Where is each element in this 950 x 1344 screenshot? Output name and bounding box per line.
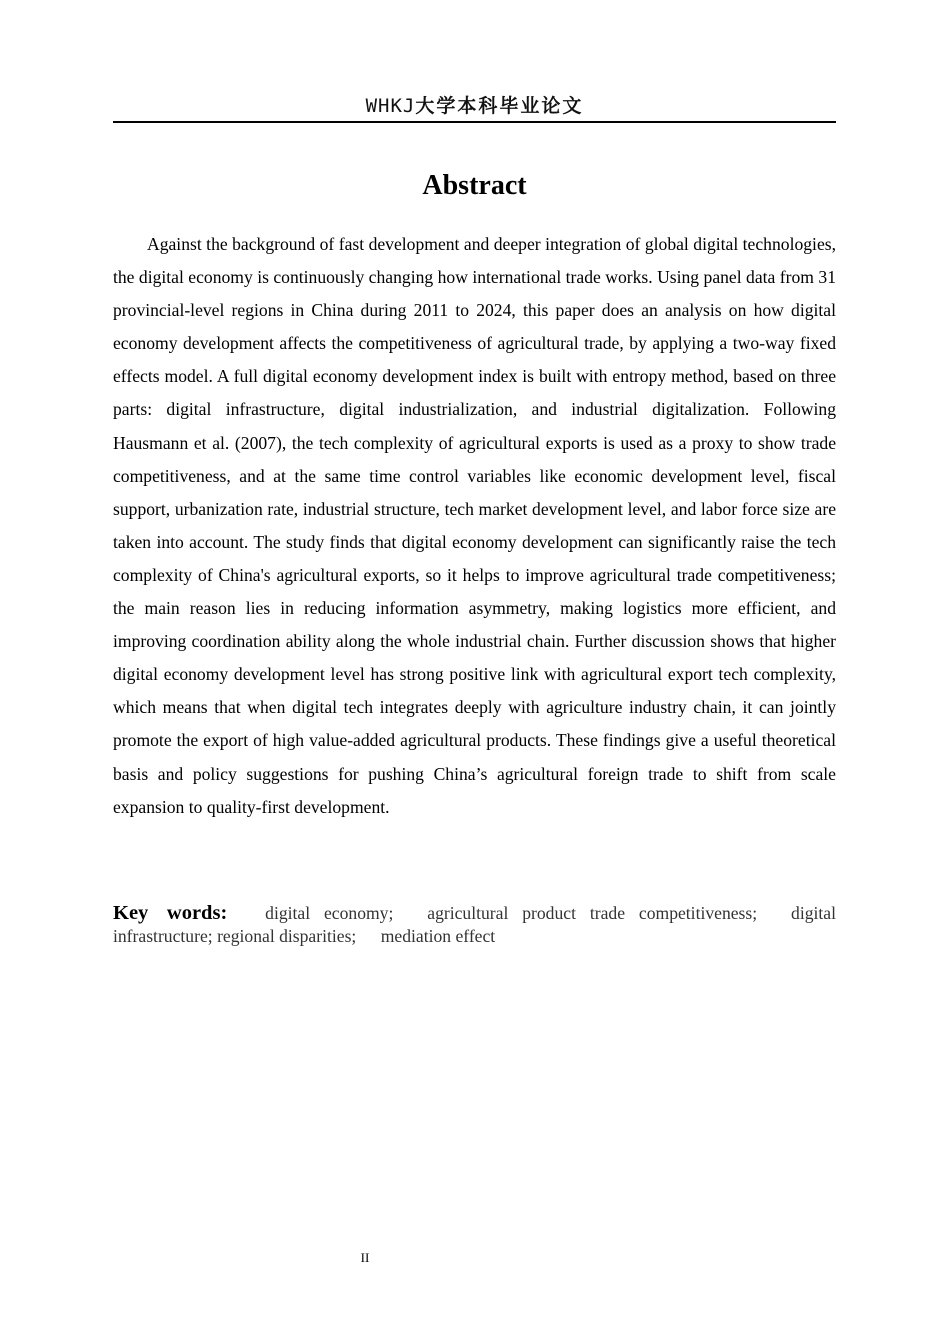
header-title-cn: 大学本科毕业论文	[415, 95, 584, 117]
abstract-title: Abstract	[422, 170, 527, 201]
header-title	[366, 95, 584, 117]
page-number: II	[360, 1250, 370, 1265]
keyword-item: agricultural product trade competitiveness;	[427, 903, 758, 923]
abstract-body: Against the background of fast development and deeper integration of global digital technologies, the digital economy is continuously changing how international trade works. Using panel data from 31 provincial-level regions in China during 2011 to 2024, this paper does an analysis on how digital economy development affects the competitiveness of agricultural trade, by applying a two-way fixed effects model. A full digital economy development index is built with entropy method, based on three parts: digital infrastructure, digital industrialization, and industrial digitalization. Following Hausmann et al. (2007), the tech complexity of agricultural exports is used as a proxy to show trade competitiveness, and at the same time control variables like economic development level, fiscal support, urbanization rate, industrial structure, tech market development level, and labor force size are taken into account. The study finds that digital economy development can significantly raise the tech complexity of China's agricultural exports, so it helps to improve agricultural trade competitiveness; the main reason lies in reducing information asymmetry, making logistics more efficient, and improving coordination ability along the whole industrial chain. Further discussion shows that higher digital economy development level has strong positive link with agricultural export tech complexity, which means that when digital tech integrates deeply with agriculture industry chain, it can jointly promote the export of high value-added agricultural products. These findings give a useful theoretical basis and policy suggestions for pushing China’s agricultural foreign trade to shift from scale expansion to quality-first development.	[113, 234, 836, 817]
keyword-item: regional disparities;	[217, 926, 357, 946]
keyword-item: mediation effect	[380, 926, 496, 946]
page-header	[113, 93, 836, 123]
keyword-item: digital infrastructure;	[113, 903, 837, 946]
keywords-section	[113, 902, 836, 948]
header-school-code: WHKJ	[365, 95, 416, 117]
keyword-item: digital economy;	[265, 903, 394, 923]
keywords-label: Key words	[113, 902, 221, 924]
keywords-colon: :	[220, 902, 228, 924]
